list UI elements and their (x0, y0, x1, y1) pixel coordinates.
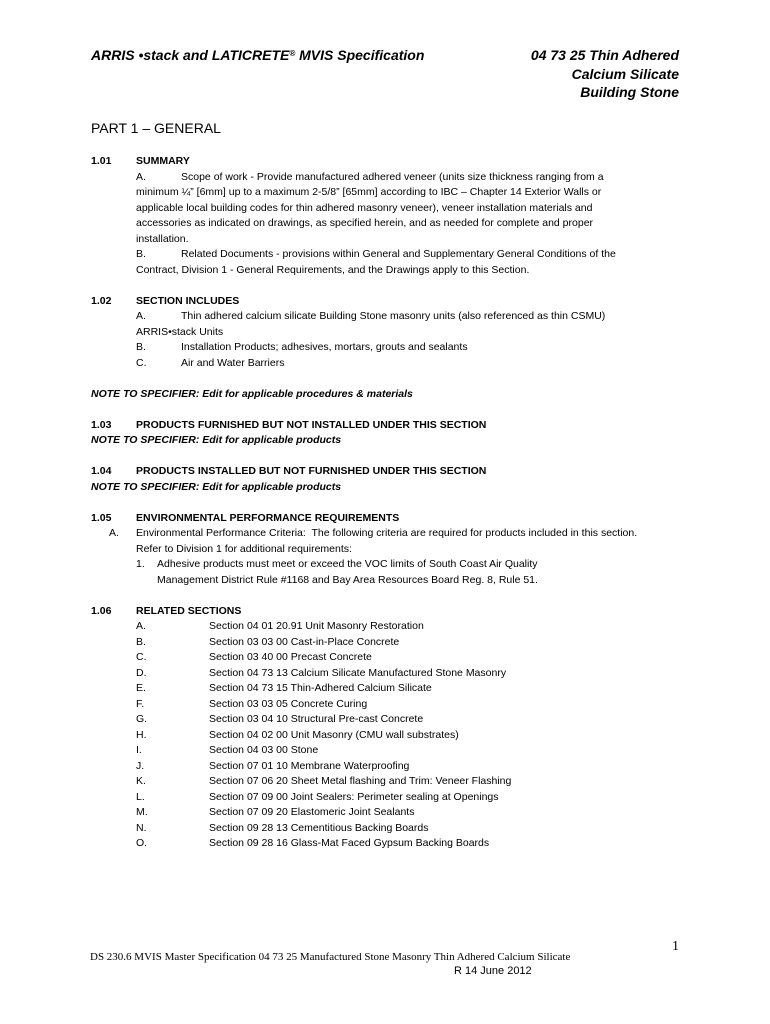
related-section-item (91, 790, 731, 806)
document-body (91, 154, 731, 852)
paragraph-line (91, 170, 731, 186)
item-letter: B. (136, 635, 146, 648)
item-text: Section 09 28 16 Glass-Mat Faced Gypsum Backing Boards (209, 837, 490, 849)
related-section-item (91, 666, 731, 682)
item-letter: A. (136, 170, 146, 183)
paragraph-line: minimum ¼” [6mm] up to a maximum 2-5/8” [65mm] according to IBC – Chapter 14 Exterior Walls or (136, 186, 602, 198)
section-heading-related (91, 604, 731, 620)
item-text: Section 03 03 05 Concrete Curing (209, 697, 368, 710)
header-title-tail: MVIS Specification (295, 47, 425, 63)
section-heading-summary (91, 154, 731, 170)
specifier-note: NOTE TO SPECIFIER: Edit for applicable procedures & materials (91, 387, 413, 400)
specifier-note: NOTE TO SPECIFIER: Edit for applicable products (91, 480, 342, 493)
item-letter: A. (109, 527, 119, 539)
section-title: PRODUCTS FURNISHED BUT NOT INSTALLED UNDER THIS SECTION (136, 418, 487, 431)
item-text: Scope of work - Provide manufactured adhered veneer (units size thickness ranging from a (181, 170, 604, 183)
page-number: 1 (672, 939, 679, 954)
item-text: Section 07 09 20 Elastomeric Joint Sealants (209, 806, 415, 818)
section-title: RELATED SECTIONS (136, 604, 242, 617)
paragraph-line: ARRIS•stack Units (136, 325, 224, 338)
section-heading-includes (91, 294, 731, 310)
item-text: Section 04 01 20.91 Unit Masonry Restoration (209, 620, 424, 632)
item-letter: I. (136, 744, 142, 756)
paragraph-line: Contract, Division 1 - General Requirements, and the Drawings apply to this Section. (136, 263, 530, 276)
spec-title-line: Building Stone (580, 84, 679, 100)
paragraph-line: Refer to Division 1 for additional requirements: (136, 542, 352, 555)
spec-section-title (531, 46, 679, 102)
section-title: SUMMARY (136, 155, 190, 167)
item-letter: M. (136, 806, 148, 818)
document-header-title (91, 46, 424, 65)
paragraph-line (91, 526, 731, 542)
related-section-item (91, 681, 731, 697)
item-letter: E. (136, 682, 146, 694)
item-letter: F. (136, 697, 145, 710)
section-number: 1.03 (91, 418, 112, 431)
part-title: PART 1 – GENERAL (91, 120, 221, 136)
related-section-item (91, 635, 731, 651)
item-text: Section 04 73 15 Thin-Adhered Calcium Silicate (209, 682, 432, 694)
related-section-item (91, 712, 731, 728)
item-text: Section 03 03 00 Cast-in-Place Concrete (209, 635, 400, 648)
item-text: Section 07 01 10 Membrane Waterproofing (209, 759, 410, 772)
item-text: Installation Products; adhesives, mortars, grouts and sealants (181, 341, 468, 353)
spec-title-line: 04 73 25 Thin Adhered (530, 47, 679, 63)
subitem-number: 1. (136, 558, 145, 570)
paragraph-line (91, 340, 731, 356)
item-letter: C. (136, 651, 147, 663)
item-letter: N. (136, 821, 147, 834)
item-letter: O. (136, 837, 148, 849)
item-letter: K. (136, 775, 146, 787)
item-letter: B. (136, 248, 146, 260)
section-number: 1.05 (91, 511, 112, 524)
item-text: Section 03 04 10 Structural Pre-cast Concrete (209, 713, 424, 725)
paragraph-line: Management District Rule #1168 and Bay Area Resources Board Reg. 8, Rule 51. (157, 573, 538, 586)
item-text: Section 03 40 00 Precast Concrete (209, 651, 372, 663)
item-letter: C. (136, 356, 147, 369)
item-text: Section 07 06 20 Sheet Metal flashing and Trim: Veneer Flashing (209, 775, 512, 787)
item-letter: J. (136, 759, 145, 772)
item-letter: A. (136, 310, 146, 322)
item-text: Air and Water Barriers (181, 356, 285, 369)
section-number: 1.04 (91, 465, 112, 477)
paragraph-line: applicable local building codes for thin adhered masonry veneer), veneer installation materials and (136, 201, 593, 214)
section-heading-furnished (91, 418, 731, 434)
registered-mark: ® (289, 49, 296, 58)
item-letter: A. (136, 620, 146, 632)
item-letter: B. (136, 341, 146, 353)
paragraph-line (91, 557, 731, 573)
item-text: Section 09 28 13 Cementitious Backing Boards (209, 821, 429, 834)
related-section-item (91, 774, 731, 790)
section-heading-installed (91, 464, 731, 480)
section-title: ENVIRONMENTAL PERFORMANCE REQUIREMENTS (136, 511, 400, 524)
section-number: 1.02 (91, 294, 112, 307)
item-text: Section 07 09 00 Joint Sealers: Perimeter sealing at Openings (209, 790, 499, 803)
footer-document-line: DS 230.6 MVIS Master Specification 04 73 25 Manufactured Stone Masonry Thin Adhered Calcium Silicate (90, 951, 571, 963)
header-title-main: ARRIS •stack and LATICRETE (91, 47, 290, 63)
paragraph-line: installation. (136, 232, 189, 245)
item-letter: H. (136, 728, 147, 741)
specifier-note: NOTE TO SPECIFIER: Edit for applicable products (91, 434, 342, 446)
related-section-item (91, 728, 731, 744)
section-title: PRODUCTS INSTALLED BUT NOT FURNISHED UNDER THIS SECTION (136, 465, 487, 477)
related-section-item (91, 619, 731, 635)
paragraph-line (91, 247, 731, 263)
related-section-item (91, 697, 731, 713)
item-text: Adhesive products must meet or exceed the VOC limits of South Coast Air Quality (157, 558, 538, 570)
related-section-item (91, 836, 731, 852)
item-text: Section 04 03 00 Stone (209, 744, 319, 756)
paragraph-line (91, 356, 731, 372)
item-text: Section 04 02 00 Unit Masonry (CMU wall substrates) (209, 728, 459, 741)
item-text: Thin adhered calcium silicate Building Stone masonry units (also referenced as thin CSMU) (181, 310, 606, 322)
spec-title-line: Calcium Silicate (571, 65, 679, 82)
item-text: Section 04 73 13 Calcium Silicate Manufactured Stone Masonry (209, 666, 507, 679)
item-text: Related Documents - provisions within General and Supplementary General Conditions of the (181, 248, 616, 260)
related-section-item (91, 821, 731, 837)
paragraph-line (91, 309, 731, 325)
related-section-item (91, 805, 731, 821)
paragraph-line: accessories as indicated on drawings, as specified herein, and as needed for complete and proper (136, 217, 594, 229)
section-heading-environmental (91, 511, 731, 527)
item-letter: L. (136, 790, 145, 803)
item-letter: G. (136, 713, 148, 725)
section-number: 1.01 (91, 155, 112, 167)
section-number: 1.06 (91, 604, 112, 617)
item-letter: D. (136, 666, 147, 679)
footer-revision: R 14 June 2012 (454, 965, 532, 977)
related-section-item (91, 743, 731, 759)
item-text: Environmental Performance Criteria: The following criteria are required for products included in this section. (136, 527, 638, 539)
related-section-item (91, 759, 731, 775)
section-title: SECTION INCLUDES (136, 294, 240, 307)
related-section-item (91, 650, 731, 666)
